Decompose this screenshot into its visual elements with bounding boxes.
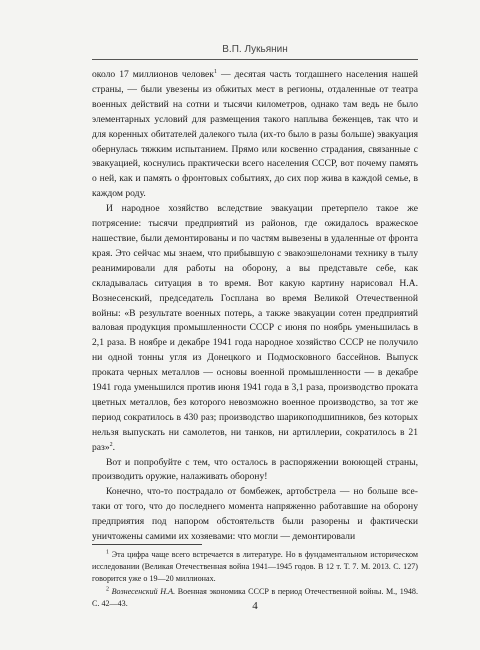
- footnote-mark: 1: [106, 549, 109, 556]
- footnote-ref: 2: [109, 441, 113, 448]
- footnote-rule: [92, 544, 202, 545]
- paragraph: [92, 68, 418, 202]
- footnote-text: Эта цифра чаще всего встречается в литературе. Но в фундаментальном историческом исследовании (Великая Отечественная война 1941—1945 годов. В 12 т. Т. 7. М. 2013. С. 127) говорится уже о 19—20 миллионах.: [92, 550, 418, 584]
- paragraph: [92, 202, 418, 455]
- footnote-author: Вознесенский Н.А.: [111, 586, 176, 596]
- footnote-mark: 2: [106, 585, 109, 592]
- header-rule: [92, 59, 418, 60]
- paragraph-text: около 17 миллионов человек: [92, 69, 214, 80]
- paragraph-text: Вот и попробуйте с тем, что осталось в распоряжении воюющей страны, производить оружие, налаживать оборону!: [92, 456, 418, 483]
- body-text: [92, 68, 418, 545]
- paragraph-text: Конечно, что-то пострадало от бомбежек, артобстрела — но больше все-таки от того, что до последнего момента напряженно работавшие на оборону предприятия под напором обстоятельств были разорены и фактически уничтожены самими их хозяевами: что могли — демонтировали: [92, 486, 418, 543]
- footnote-text: Военная экономика СССР в период Отечественной войны. М., 1948. С. 42—43.: [92, 586, 418, 608]
- running-head: В.П. Лукьянин: [222, 44, 288, 55]
- paragraph-tail: .: [112, 441, 116, 453]
- paragraph: [92, 485, 418, 545]
- footnote: [92, 549, 418, 586]
- paragraph-text: И народное хозяйство вследствие эвакуации претерпело такое же потрясение: тысячи предприятий из районов, где ожидалось вражеское нашествие, были демонтированы и по частям вывезены в удаленные от фронта края. Это сейчас мы знаем, что прибывшую с эвакоэшелонами технику в тылу реанимировали для работы на оборону, а вы представьте себе, как складывалась ситуация в то время. Вот какую картину нарисовал Н.А. Вознесенский, председатель Госплана во время Великой Отечественной войны: «В результате военных потерь, а также эвакуации сотен предприятий валовая продукция промышленности СССР с июня по ноябрь уменьшилась в 2,1 раза. В ноябре и декабре 1941 года народное хозяйство СССР не получило ни одной тонны угля из Донецкого и Подмосковного бассейнов. Выпуск проката черных металлов — основы военной промышленности — в декабре 1941 года уменьшился против июня 1941 года в 3,1 раза, производство проката цветных металлов, без которого невозможно военное производство, за тот же период сократилось в 430 раз; производство шарикоподшипников, без которых нельзя выпускать ни самолетов, ни танков, ни артиллерии, сократилось в 21 раз»: [92, 203, 418, 453]
- paragraph-tail: — десятая часть тогдашнего населения нашей страны, — были увезены из обжитых мест в регионы, отдаленные от театра военных действий на сотни и тысячи километров, однако там ведь не было элементарных условий для размещения такого наплыва беженцев, так что и для коренных обитателей далекого тыла (их-то было в разы больше) эвакуация обернулась тяжким испытанием. Прямо или косвенно страдания, связанные с эвакуацией, коснулись практически всего населения СССР, вот почему память о ней, как и память о фронтовых событиях, до сих пор жива в каждой семье, в каждом роду.: [92, 69, 418, 200]
- paragraph: [92, 456, 418, 486]
- page-number: 4: [252, 600, 258, 612]
- footnote-ref: 1: [213, 68, 217, 75]
